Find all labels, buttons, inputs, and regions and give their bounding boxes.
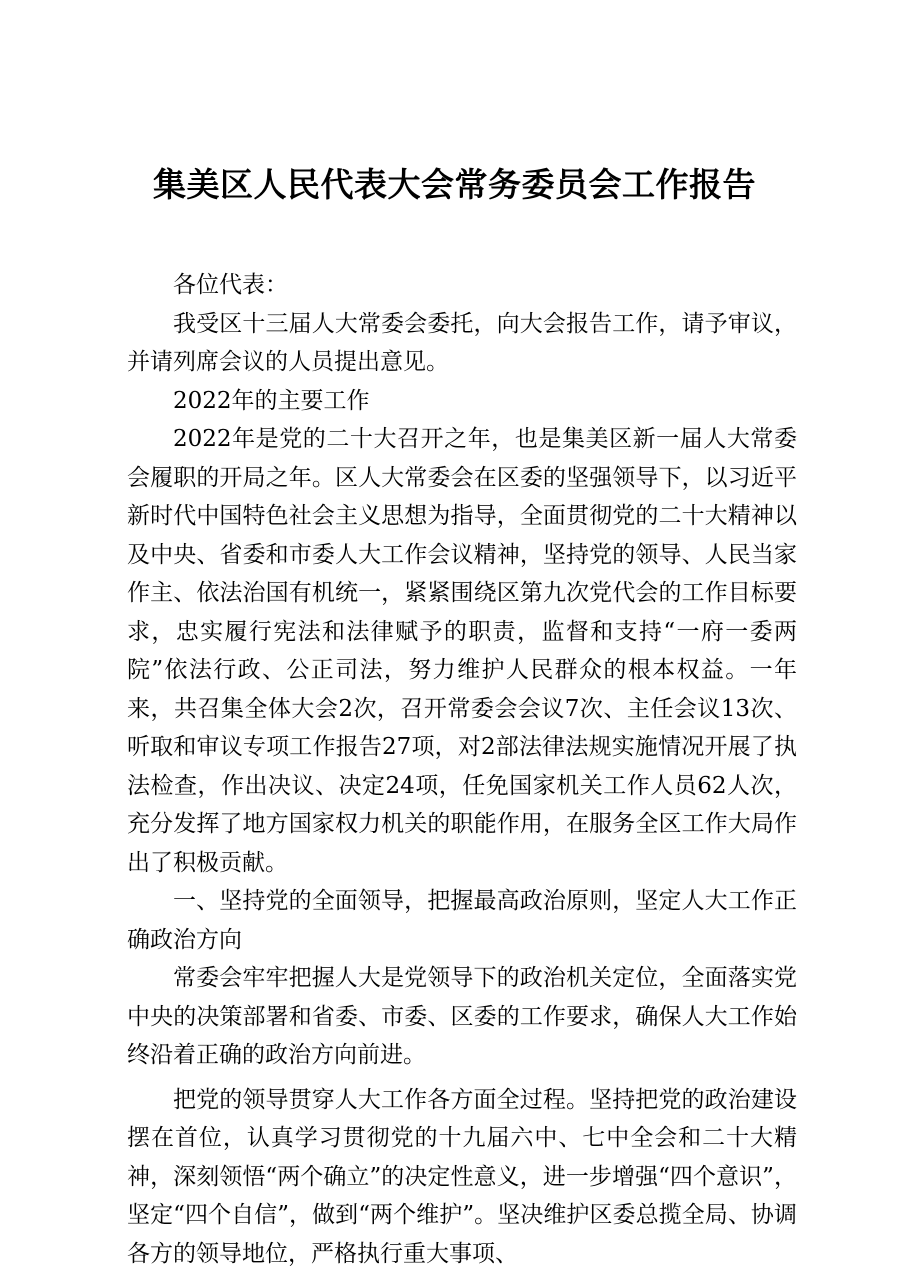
opening-paragraph: 我受区十三届人大常委会委托，向大会报告工作，请予审议，并请列席会议的人员提出意见。	[127, 310, 797, 375]
document-title: 集美区人民代表大会常务委员会工作报告	[153, 165, 756, 204]
body-paragraph: 把党的领导贯穿人大工作各方面全过程。坚持把党的政治建设摆在首位，认真学习贯彻党的十九届六中、七中全会和二十大精神，深刻领悟“两个确立”的决定性意义，进一步增强“四个意识”，坚定“四个自信”，做到“两个维护”。坚决维护区委总揽全局、协调各方的领导地位，严格执行重大事项、	[127, 1086, 797, 1267]
summary-paragraph: 2022年是党的二十大召开之年，也是集美区新一届人大常委会履职的开局之年。区人大常委会在区委的坚强领导下，以习近平新时代中国特色社会主义思想为指导，全面贯彻党的二十大精神以及中央、省委和市委人大工作会议精神，坚持党的领导、人民当家作主、依法治国有机统一，紧紧围绕区第九次党代会的工作目标要求，忠实履行宪法和法律赋予的职责，监督和支持“一府一委两院”依法行政、公正司法，努力维护人民群众的根本权益。一年来，共召集全体大会2次，召开常委会会议7次、主任会议13次、听取和审议专项工作报告27项，对2部法律法规实施情况开展了执法检查，作出决议、决定24项，任免国家机关工作人员62人次，充分发挥了地方国家权力机关的职能作用，在服务全区工作大局作出了积极贡献。	[127, 426, 797, 876]
salutation-paragraph: 各位代表：	[173, 272, 288, 298]
subsection-heading: 一、坚持党的全面领导，把握最高政治原则，坚定人大工作正确政治方向	[127, 888, 797, 953]
section-heading: 2022年的主要工作	[173, 387, 370, 414]
document-body	[127, 266, 797, 1273]
body-paragraph: 常委会牢牢把握人大是党领导下的政治机关定位，全面落实党中央的决策部署和省委、市委、区委的工作要求，确保人大工作始终沿着正确的政治方向前进。	[127, 965, 797, 1068]
